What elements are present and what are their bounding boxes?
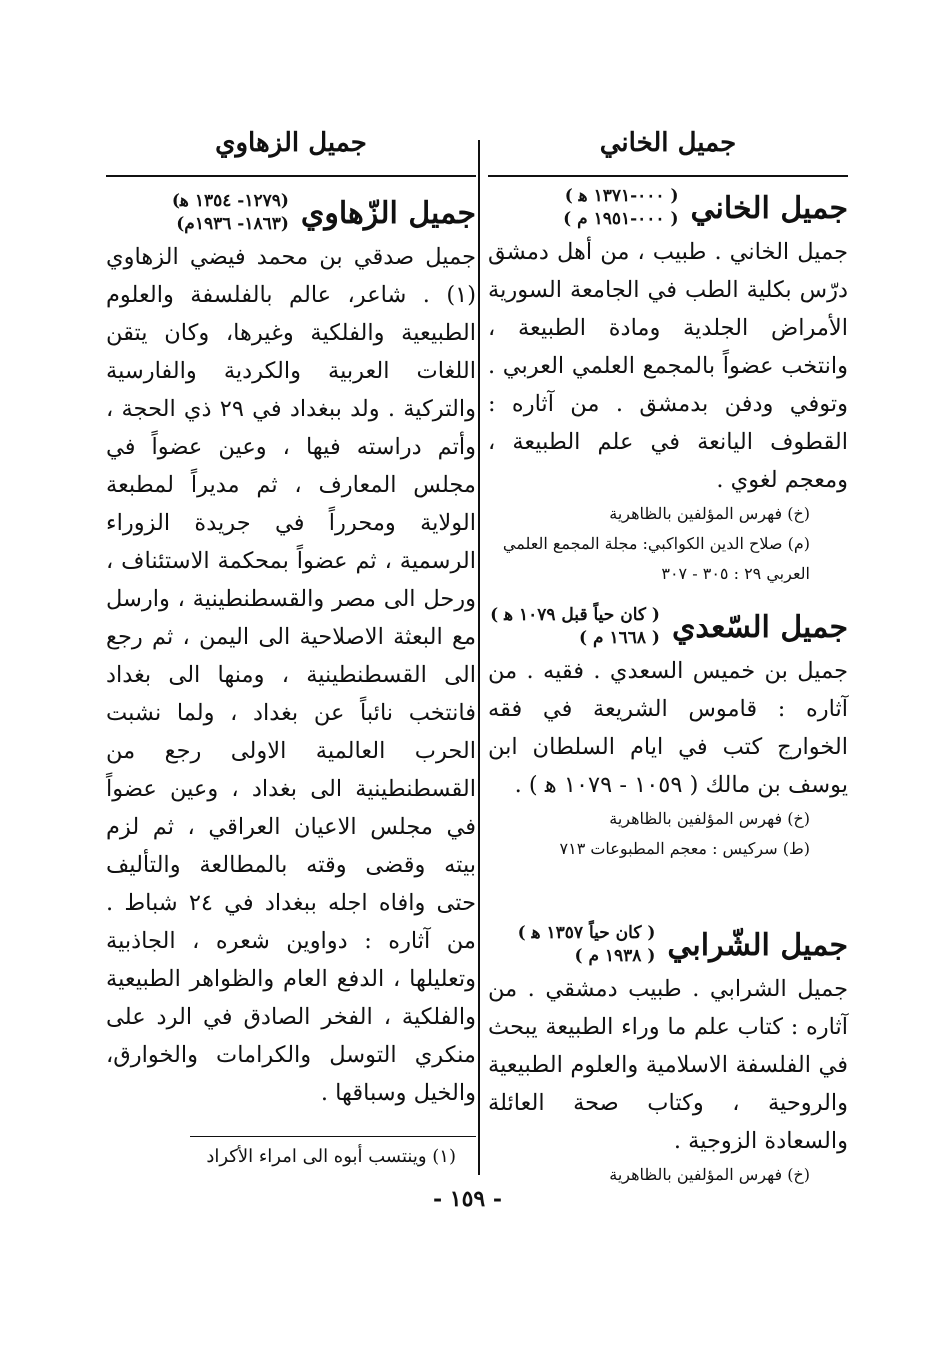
source-line: (خ) فهرس المؤلفين بالظاهرية (609, 809, 810, 828)
header-rule-right (488, 175, 848, 177)
entry-header (106, 190, 476, 236)
dates-gregorian: (١٨٦٣- ١٩٣٦م) (176, 214, 289, 234)
dates-hijri: ( ٠٠٠-١٣٧١ ﻫ ) (564, 186, 679, 206)
entry-name: جميل السّعدي (671, 609, 848, 645)
running-head-left: جميل الزهاوي (215, 128, 367, 158)
dates-gregorian: ( ١٩٣٨ م ) (574, 946, 656, 966)
entry-header (488, 604, 848, 650)
dates-hijri: (١٢٧٩- ١٣٥٤ ﻫ) (171, 191, 289, 211)
entry-dates (490, 604, 660, 650)
source-line: (م) صلاح الدين الكواكبي: مجلة المجمع العلمي العربي ٢٩ : ٣٠٥ - ٣٠٧ (502, 534, 810, 583)
entry-dates (563, 185, 678, 231)
source-line: (خ) فهرس المؤلفين بالظاهرية (609, 504, 810, 523)
entry-body: جميل الخاني . طبيب ، من أهل دمشق درّس بكلية الطب في الجامعة السورية الأمراض الجلدية ومادة الطبيعة ، وانتخب عضواً بالمجمع العلمي العربي . وتوفي ودفن بدمشق . من آثاره : القطوف اليانعة في علم الطبيعة ، ومعجم لغوي . (488, 239, 848, 493)
entry-name: جميل الزّهاوي (300, 195, 476, 231)
page-number: - ١٥٩ - (432, 1186, 503, 1212)
entry-body: جميل الشرابي . طبيب دمشقي . من آثاره : كتاب علم ما وراء الطبيعة يبحث في الفلسفة الاسلامية والعلوم الطبيعية والروحية ، وكتاب صحة العائلة والسعادة الزوجية . (488, 976, 848, 1154)
entry-dates (172, 190, 289, 236)
entry-name: جميل الخاني (690, 190, 848, 226)
entry-khani (488, 185, 848, 589)
footnote: (١) وينتسب أبوه الى امراء الأكراد (206, 1146, 456, 1167)
running-head-right: جميل الخاني (599, 128, 737, 158)
entry-name: جميل الشّرابي (667, 927, 848, 963)
dates-hijri: ( كان حياً قبل ١٠٧٩ ﻫ ) (490, 605, 660, 625)
source-line: (ط) سركيس : معجم المطبوعات ٧١٣ (559, 839, 810, 858)
footnote-rule (190, 1136, 476, 1137)
column-divider (478, 140, 480, 1175)
dates-gregorian: ( ٠٠٠-١٩٥١ م ) (563, 209, 679, 229)
entry-body: جميل صدقي بن محمد فيضي الزهاوي (١) . شاعر، عالم بالفلسفة والعلوم الطبيعية والفلكية وغيرها، وكان يتقن اللغات العربية والكردية والفارسية والتركية . ولد ببغداد في ٢٩ ذي الحجة ، وأتم دراسته فيها ، وعين عضواً في مجلس المعارف ، ثم مديراً لمطبعة الولاية ومحرراً في جريدة الزوراء الرسمية ، ثم عضواً بمحكمة الاستئناف ، ورحل الى مصر والقسطنطينية ، وارسل مع البعثة الاصلاحية الى اليمن ، ثم رجع الى القسطنطينية ، ومنها الى بغداد فانتخب نائباً عن بغداد ، ولما نشبت الحرب العالمية الاولى رجع من القسطنطينية الى بغداد ، وعين عضواً في مجلس الاعيان العراقي ، ثم لزم بيته وقضى وقته بالمطالعة والتأليف حتى وافاه اجله ببغداد في ٢٤ شباط . من آثاره : دواوين شعره ، الجاذبية وتعليلها ، الدفع العام والظواهر الطبيعية والفلكية ، الفخر الصادق في الرد على منكري التوسل والكرامات والخوارق، والخيل وسباقها . (106, 244, 476, 1106)
entry-saadi (488, 604, 848, 864)
entry-sharabi (488, 922, 848, 1190)
entry-dates (518, 922, 656, 968)
dates-gregorian: ( ١٦٦٨ م ) (579, 628, 660, 648)
source-line: (خ) فهرس المؤلفين بالظاهرية (609, 1165, 810, 1184)
header-rule-left (106, 175, 476, 177)
entry-header (488, 922, 848, 968)
entry-body: جميل بن خميس السعدي . فقيه . من آثاره : قاموس الشريعة في فقه الخوارج كتب في ايام السلطان ابن يوسف بن مالك ( ١٠٥٩ - ١٠٧٩ ﻫ ) . (488, 658, 848, 798)
entry-header (488, 185, 848, 231)
dates-hijri: ( كان حياً ١٣٥٧ ﻫ ) (517, 923, 656, 943)
entry-zahawi (106, 190, 476, 1112)
